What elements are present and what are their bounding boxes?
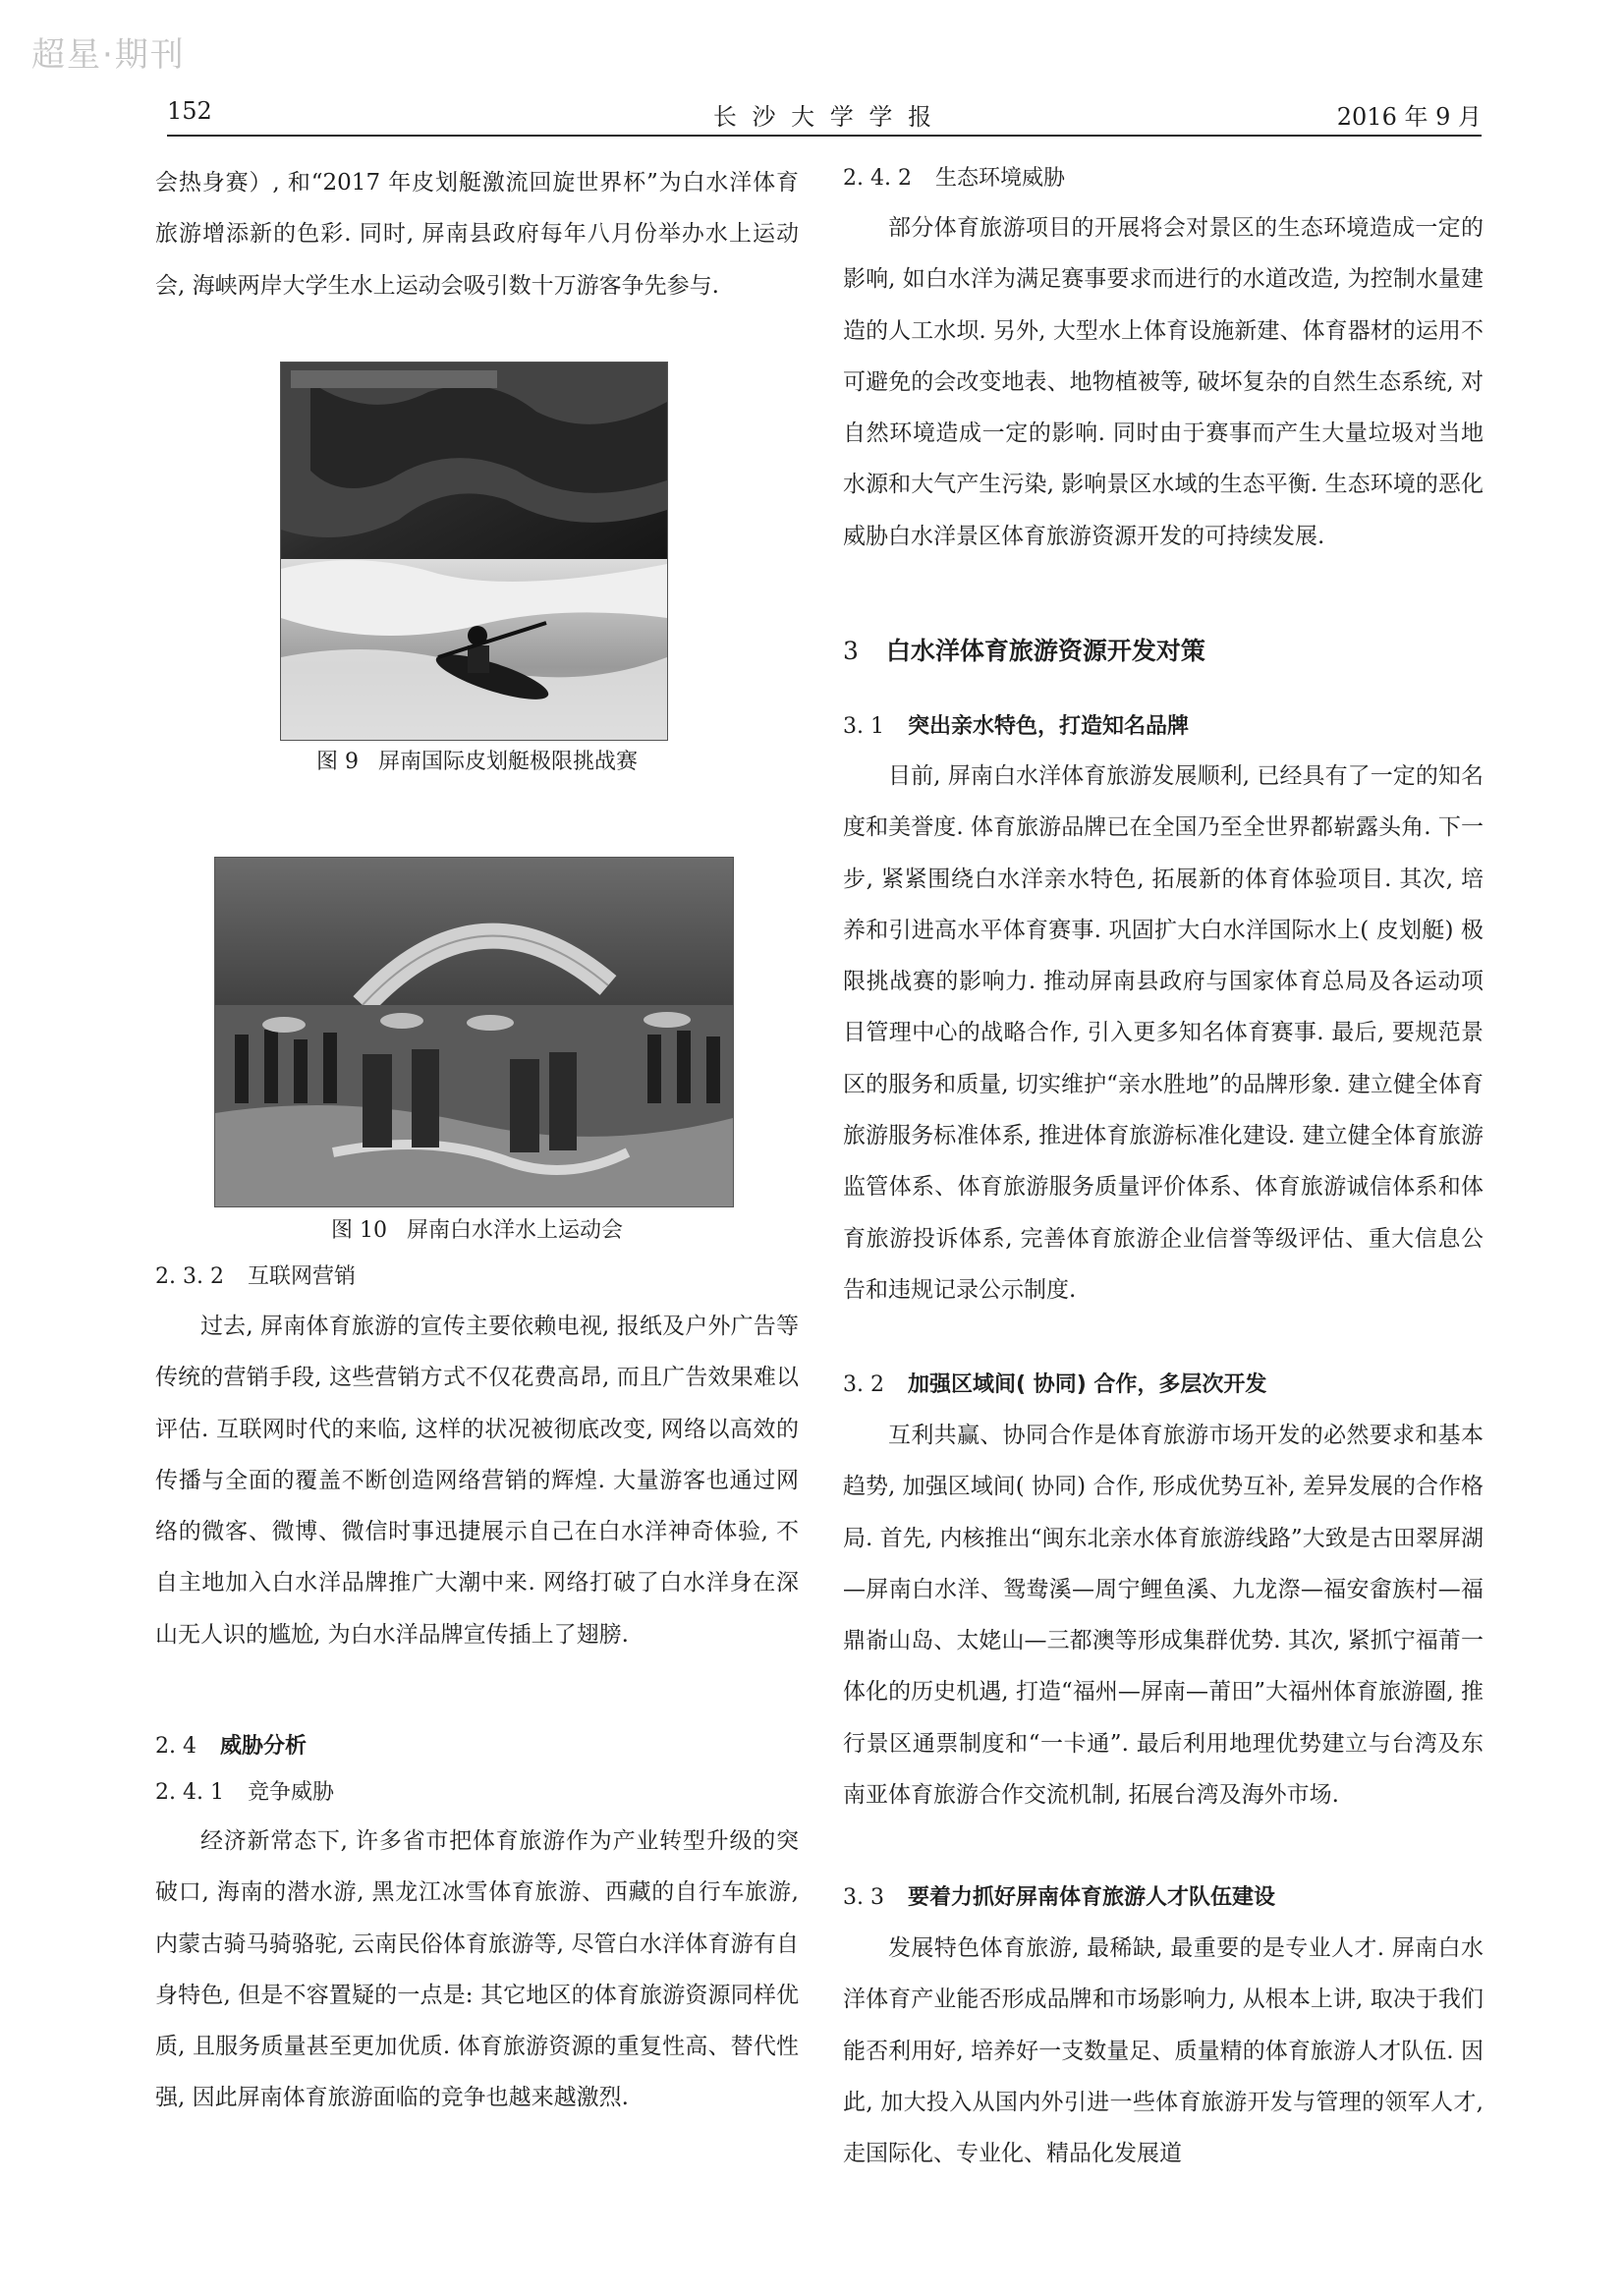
section-number: 2. 4. 2 — [843, 166, 912, 191]
section-number: 2. 3. 2 — [155, 1264, 224, 1289]
page-number: 152 — [167, 97, 212, 125]
paragraph-2-4-1: 经济新常态下, 许多省市把体育旅游作为产业转型升级的突破口, 海南的潜水游, 黑龙江冰雪体育旅游、西藏的自行车旅游, 内蒙古骑马骑骆驼, 云南民俗体育旅游等, 尽管白水洋体育游有自身特色, 但是不容置疑的一点是: 其它地区的体育旅游资源同样优质, 且服务质量甚至更加优质. 体育旅游资源的重复性高、替代性强, 因此屏南体育旅游面临的竞争也越来越激烈. — [155, 1828, 799, 2111]
section-title: 要着力抓好屏南体育旅游人才队伍建设 — [907, 1885, 1275, 1910]
section-number: 3. 2 — [843, 1372, 884, 1397]
figure-10-label: 图 10 — [330, 1218, 387, 1243]
section-title: 威胁分析 — [219, 1734, 307, 1759]
paragraph-3-2: 互利共赢、协同合作是体育旅游市场开发的必然要求和基本趋势, 加强区域间( 协同) 合作, 形成优势互补, 差异发展的合作格局. 首先, 内核推出“闽东北亲水体育旅游线路”大致是古田翠屏湖—屏南白水洋、鸳鸯溪—周宁鲤鱼溪、九龙漈—福安畲族村—福鼎嵛山岛、太姥山—三都澳等形成集群优势. 其次, 紧抓宁福莆一体化的历史机遇, 打造“福州—屏南—莆田”大福州体育旅游圈, 推行景区通票制度和“一卡通”. 最后利用地理优势建立与台湾及东南亚体育旅游合作交流机制, 拓展台湾及海外市场. — [843, 1423, 1484, 1809]
watermark: 超星·期刊 — [31, 35, 186, 75]
running-header — [167, 93, 1482, 137]
section-3-heading — [843, 629, 1484, 674]
paragraph-3-3: 发展特色体育旅游, 最稀缺, 最重要的是专业人才. 屏南白水洋体育产业能否形成品牌和市场影响力, 从根本上讲, 取决于我们能否利用好, 培养好一支数量足、质量精的体育旅游人才队伍. 因此, 加大投入从国内外引进一些体育旅游开发与管理的领军人才, 走国际化、专业化、精品化发展道 — [843, 1935, 1484, 2167]
section-3-3-heading — [843, 1878, 1484, 1918]
section-2-3-2-heading — [155, 1258, 799, 1297]
issue-date: 2016 年 9 月 — [1336, 103, 1482, 131]
figure-9-caption — [155, 745, 799, 775]
section-title: 白水洋体育旅游资源开发对策 — [885, 637, 1205, 665]
figure-10-caption-text: 屏南白水洋水上运动会 — [406, 1218, 623, 1243]
section-2-4-heading — [155, 1727, 799, 1766]
figure-9-caption-text: 屏南国际皮划艇极限挑战赛 — [377, 750, 638, 774]
figure-9-label: 图 9 — [315, 750, 359, 774]
journal-title: 长 沙 大 学 学 报 — [712, 103, 936, 131]
section-title: 加强区域间( 协同) 合作，多层次开发 — [907, 1372, 1267, 1397]
section-number: 3 — [843, 637, 859, 665]
section-title: 突出亲水特色，打造知名品牌 — [907, 714, 1189, 739]
water-games-photo — [215, 858, 733, 1206]
section-title: 互联网营销 — [247, 1264, 356, 1289]
section-number: 3. 1 — [843, 714, 884, 739]
section-number: 3. 3 — [843, 1885, 884, 1910]
paragraph-3-1: 目前, 屏南白水洋体育旅游发展顺利, 已经具有了一定的知名度和美誉度. 体育旅游品牌已在全国乃至全世界都崭露头角. 下一步, 紧紧围绕白水洋亲水特色, 拓展新的体育体验项目. 其次, 培养和引进高水平体育赛事. 巩固扩大白水洋国际水上( 皮划艇) 极限挑战赛的影响力. 推动屏南县政府与国家体育总局及各运动项目管理中心的战略合作, 引入更多知名体育赛事. 最后, 要规范景区的服务和质量, 切实维护“亲水胜地”的品牌形象. 建立健全体育旅游服务标准体系, 推进体育旅游标准化建设. 建立健全体育旅游监管体系、体育旅游服务质量评价体系、体育旅游诚信体系和体育旅游投诉体系, 完善体育旅游企业信誉等级评估、重大信息公告和违规记录公示制度. — [843, 763, 1484, 1303]
section-number: 2. 4 — [155, 1734, 196, 1759]
figure-10-image — [214, 857, 734, 1207]
figure-9-image — [280, 362, 668, 741]
paragraph-intro: 会热身赛）, 和“2017 年皮划艇激流回旋世界杯”为白水洋体育旅游增添新的色彩. 同时, 屏南县政府每年八月份举办水上运动会, 海峡两岸大学生水上运动会吸引数十万游客争先参与. — [155, 170, 799, 299]
section-3-1-heading — [843, 707, 1484, 747]
section-title: 生态环境威胁 — [934, 166, 1065, 191]
figure-10-caption — [155, 1213, 799, 1244]
kayak-photo — [281, 363, 667, 740]
section-3-2-heading — [843, 1366, 1484, 1405]
paragraph-2-3-2: 过去, 屏南体育旅游的宣传主要依赖电视, 报纸及户外广告等传统的营销手段, 这些营销方式不仅花费高昂, 而且广告效果难以评估. 互联网时代的来临, 这样的状况被彻底改变, 网络以高效的传播与全面的覆盖不断创造网络营销的辉煌. 大量游客也通过网络的微客、微博、微信时事迅捷展示自己在白水洋神奇体验, 不自主地加入白水洋品牌推广大潮中来. 网络打破了白水洋身在深山无人识的尴尬, 为白水洋品牌宣传插上了翅膀. — [155, 1314, 799, 1648]
section-number: 2. 4. 1 — [155, 1780, 224, 1805]
section-2-4-1-heading — [155, 1773, 799, 1813]
section-2-4-2-heading — [843, 159, 1484, 198]
section-title: 竞争威胁 — [247, 1780, 334, 1805]
paragraph-2-4-2: 部分体育旅游项目的开展将会对景区的生态环境造成一定的影响, 如白水洋为满足赛事要求而进行的水道改造, 为控制水量建造的人工水坝. 另外, 大型水上体育设施新建、体育器材的运用不可避免的会改变地表、地物植被等, 破坏复杂的自然生态系统, 对自然环境造成一定的影响. 同时由于赛事而产生大量垃圾对当地水源和大气产生污染, 影响景区水域的生态平衡. 生态环境的恶化威胁白水洋景区体育旅游资源开发的可持续发展. — [843, 215, 1484, 549]
